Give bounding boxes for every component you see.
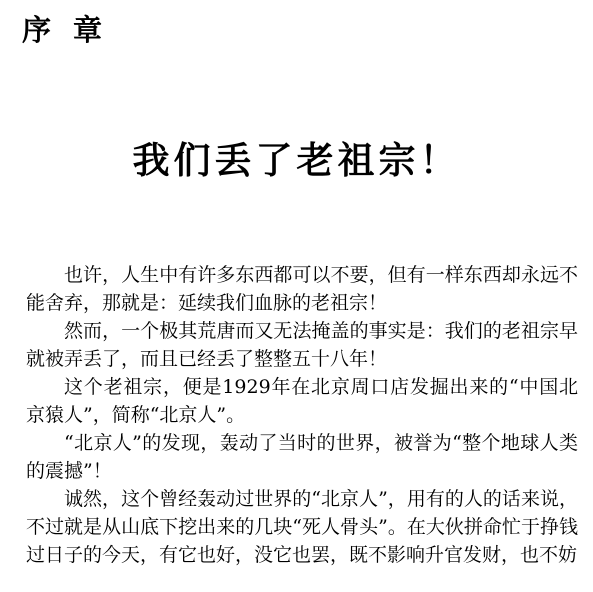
body-text — [26, 261, 578, 569]
chapter-label: 序章 — [22, 13, 125, 47]
paragraph-2: 然而，一个极其荒唐而又无法掩盖的事实是：我们的老祖宗早就被弄丢了，而且已经丢了整整五十八年！ — [26, 320, 578, 370]
paragraph-1: 也许，人生中有许多东西都可以不要，但有一样东西却永远不能舍弃，那就是：延续我们血脉的老祖宗！ — [26, 264, 578, 314]
paragraph-3: 这个老祖宗，便是1929年在北京周口店发掘出来的“中国北京猿人”，简称“北京人”。 — [26, 376, 578, 426]
chapter-title: 我们丢了老祖宗！ — [132, 138, 461, 182]
paragraph-5: 诚然，这个曾经轰动过世界的“北京人”，用有的人的话来说，不过就是从山底下挖出来的几块“死人骨头”。在大伙拼命忙于挣钱过日子的今天，有它也好，没它也罢，既不影响升官发财，也不妨 — [26, 488, 578, 566]
paragraph-4: “北京人”的发现，轰动了当时的世界，被誉为“整个地球人类的震撼”！ — [26, 432, 578, 482]
